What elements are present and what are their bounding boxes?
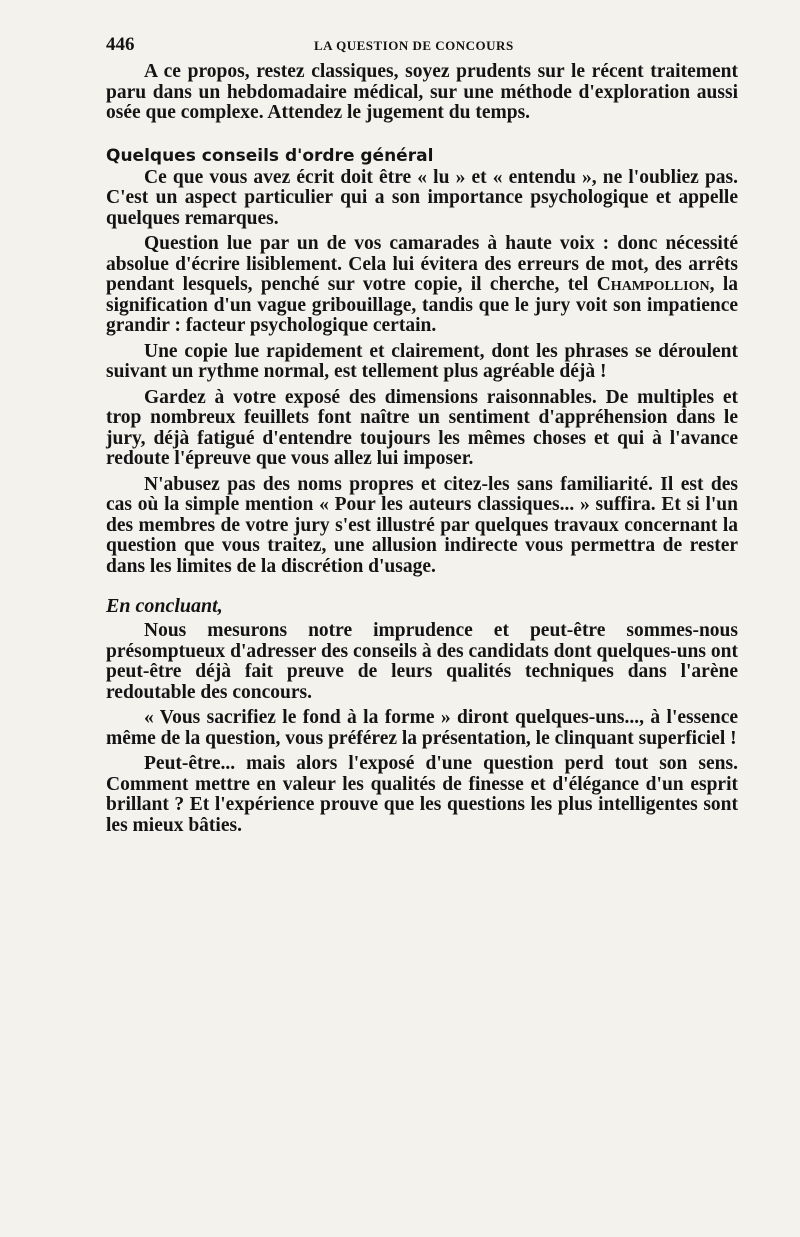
proper-name-champollion: Champollion xyxy=(596,274,710,295)
page-header xyxy=(106,34,738,62)
page-number: 446 xyxy=(106,34,135,55)
paragraph-5: Gardez à votre exposé des dimensions raisonnables. De multiples et trop nombreux feuillets font naître un sentiment d'appréhension dans le jury, déjà fatigué d'entendre toujours les mêmes choses et qui à l'avance redoute l'épreuve que vous allez lui imposer. xyxy=(106,386,738,469)
book-page xyxy=(106,34,738,836)
paragraph-8: « Vous sacrifiez le fond à la forme » diront quelques-uns..., à l'essence même de la question, vous préférez la présentation, le clinquant superficiel ! xyxy=(106,707,738,749)
running-title: LA QUESTION DE CONCOURS xyxy=(314,38,514,53)
paragraph-7: Nous mesurons notre imprudence et peut-être sommes-nous présomptueux d'adresser des conseils à des candidats dont quelques-uns ont peut-être déjà fait preuve de leurs qualités techniques dans l'arène redoutable des concours. xyxy=(106,620,738,703)
paragraph-3 xyxy=(106,234,738,337)
paragraph-9: Peut-être... mais alors l'exposé d'une question perd tout son sens. Comment mettre en valeur les qualités de finesse et d'élégance d'un esprit brillant ? Et l'expérience prouve que les questions les plus intelligentes sont les mieux bâties. xyxy=(106,753,738,836)
paragraph-3-text-b: , la signification d'un vague gribouillage, tandis que le jury voit son impatience grandir : facteur psychologique certain. xyxy=(106,274,738,336)
paragraph-4: Une copie lue rapidement et clairement, dont les phrases se déroulent suivant un rythme normal, est tellement plus agréable déjà ! xyxy=(106,340,738,382)
paragraph-6: N'abusez pas des noms propres et citez-les sans familiarité. Il est des cas où la simple mention « Pour les auteurs classiques... » suffira. Et si l'un des membres de votre jury s'est illustré par quelques travaux concernant la question que vous traitez, une allusion indirecte vous permettra de rester dans les limites de la discrétion d'usage. xyxy=(106,473,738,577)
paragraph-2: Ce que vous avez écrit doit être « lu » et « entendu », ne l'oubliez pas. C'est un aspect particulier qui a son importance psychologique et appelle quelques remarques. xyxy=(106,166,738,229)
section-heading-general-advice: Quelques conseils d'ordre général xyxy=(106,145,434,166)
section-heading-conclusion: En concluant, xyxy=(106,595,223,617)
paragraph-3-text-a: Question lue par un de vos camarades à haute voix : donc nécessité absolue d'écrire lisiblement. Cela lui évitera des erreurs de mot, des arrêts pendant lesquels, penché sur votre copie, il cherche, tel xyxy=(106,233,738,295)
paragraph-1: A ce propos, restez classiques, soyez prudents sur le récent traitement paru dans un hebdomadaire médical, sur une méthode d'exploration aussi osée que complexe. Attendez le jugement du temps. xyxy=(106,61,738,123)
